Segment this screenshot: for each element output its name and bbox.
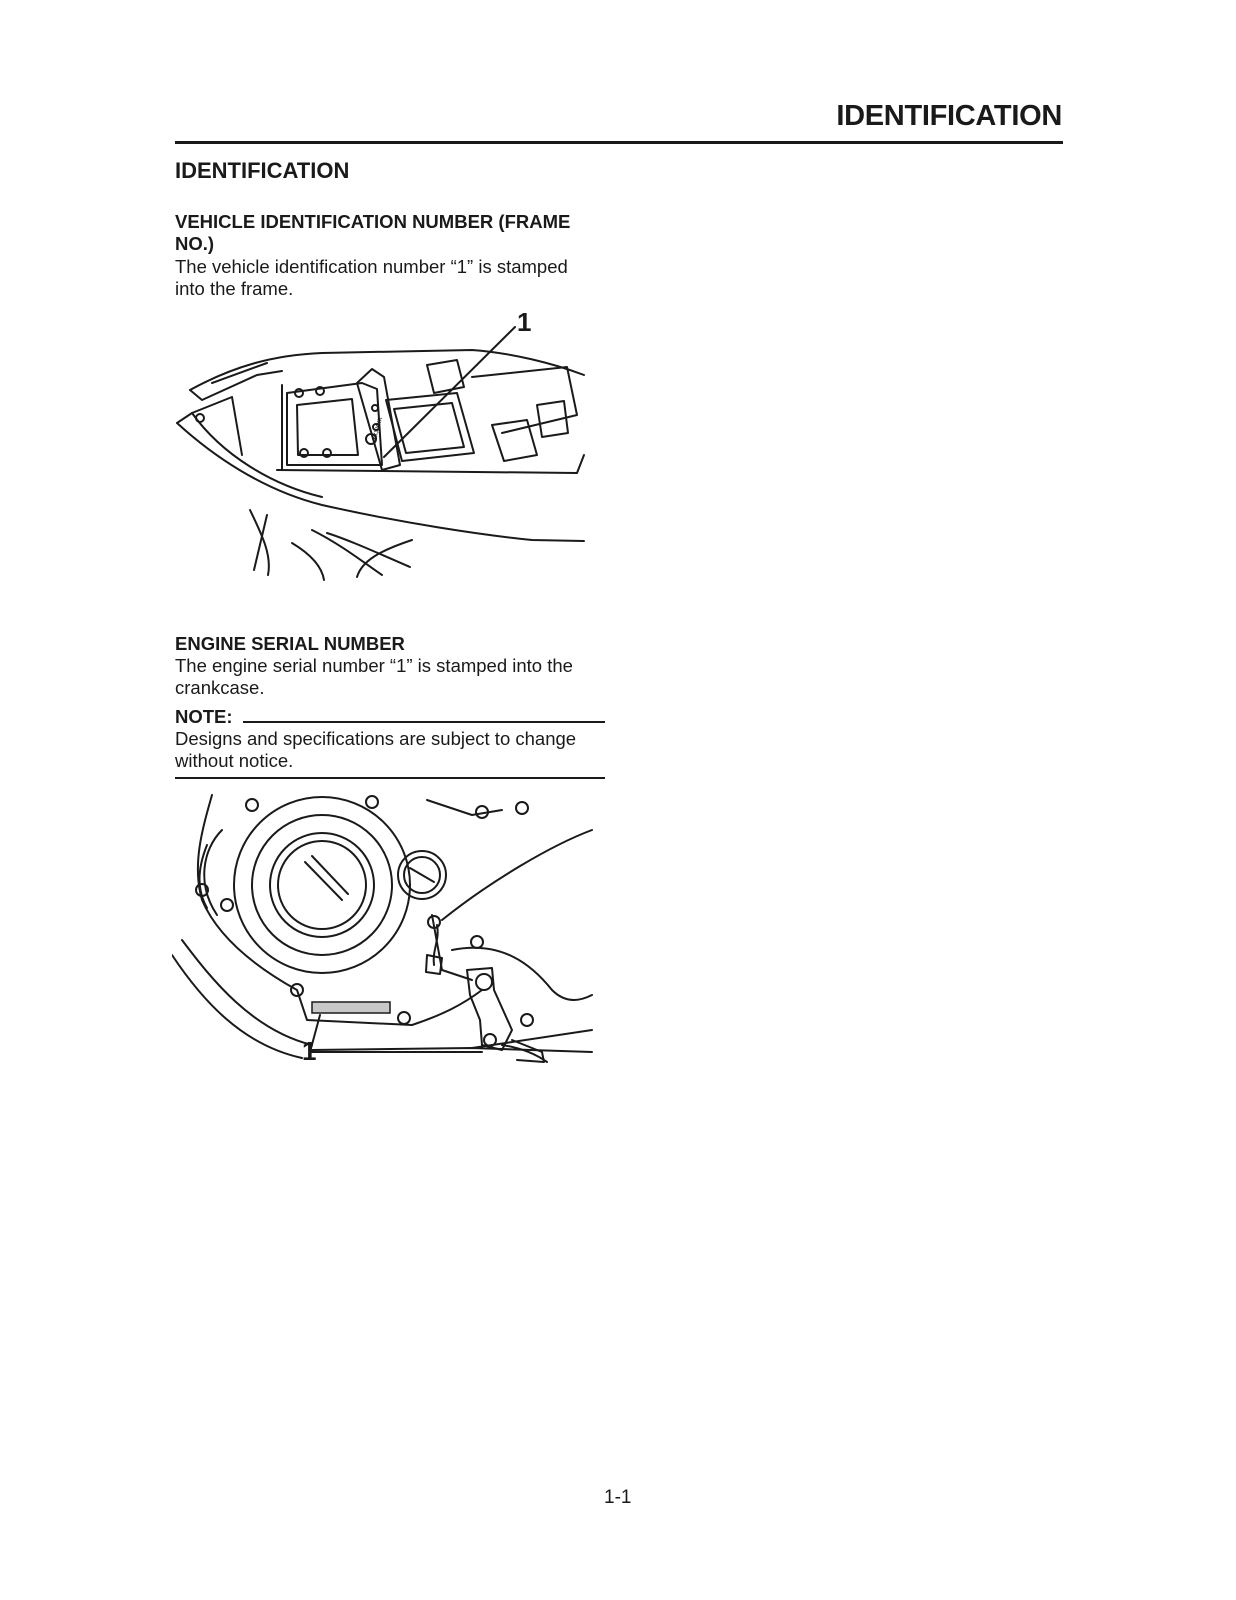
vin-callout-label: 1: [517, 307, 532, 337]
frame-illustration: [172, 305, 597, 585]
section-title: IDENTIFICATION: [175, 158, 350, 183]
note-text-line1: Designs and specifications are subject to change: [175, 728, 577, 749]
note-rule-top: [243, 721, 605, 723]
page-header-title: IDENTIFICATION: [836, 100, 1062, 132]
vin-heading-line2: NO.): [175, 233, 215, 254]
svg-text:xxxxxx: xxxxxx: [369, 416, 385, 442]
header-rule: [175, 141, 1063, 144]
page-number: 1-1: [604, 1487, 632, 1508]
note-rule-bottom: [175, 777, 605, 779]
vin-text-line1: The vehicle identification number “1” is stamped: [175, 256, 568, 277]
engine-heading: ENGINE SERIAL NUMBER: [175, 633, 405, 654]
vin-text-line2: into the frame.: [175, 278, 294, 299]
note-label: NOTE:: [175, 706, 233, 727]
engine-text-line1: The engine serial number “1” is stamped into the: [175, 655, 573, 676]
note-text-line2: without notice.: [175, 750, 294, 771]
vin-heading-line1: VEHICLE IDENTIFICATION NUMBER (FRAME: [175, 211, 571, 232]
engine-callout-label: 1: [302, 1036, 317, 1066]
engine-text-line2: crankcase.: [175, 677, 265, 698]
engine-illustration: [172, 790, 597, 1070]
